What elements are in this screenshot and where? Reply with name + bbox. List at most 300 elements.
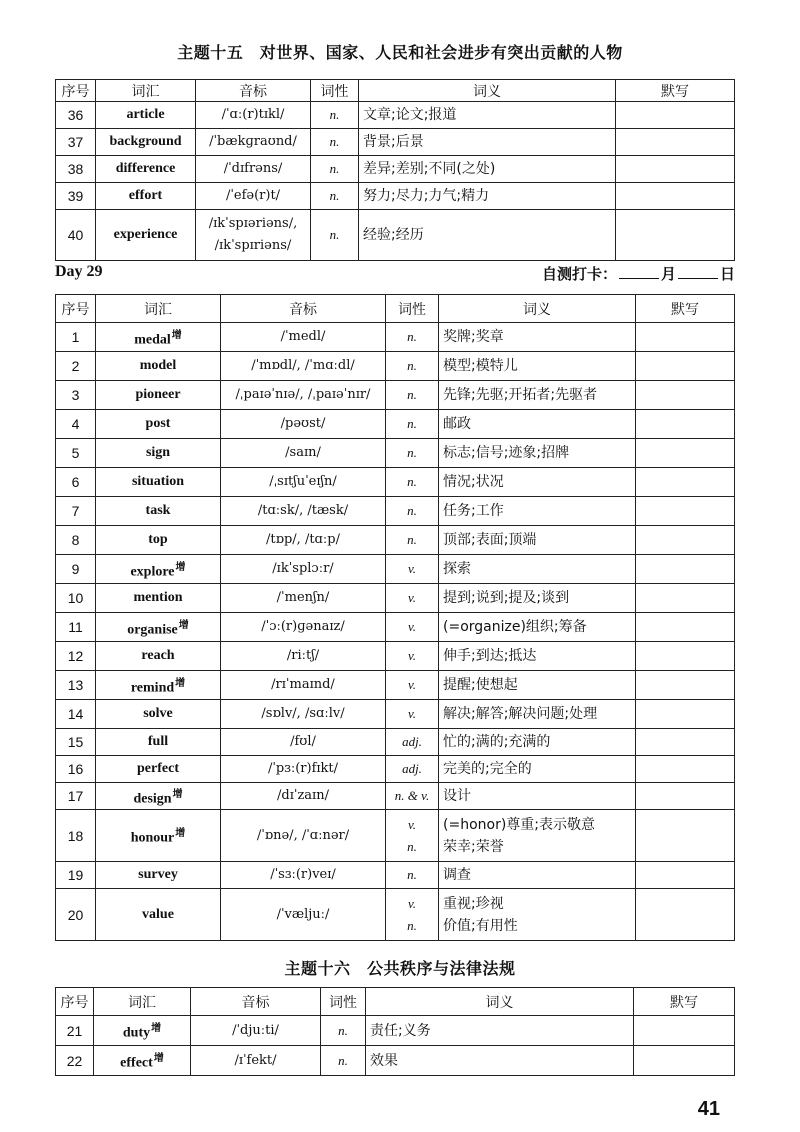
phonetic bbox=[221, 410, 386, 439]
vocab-word bbox=[96, 671, 221, 700]
phonetic-line: /tɑːsk/, /tæsk/ bbox=[257, 503, 349, 518]
part-of-speech bbox=[386, 756, 439, 783]
row-number: 12 bbox=[56, 642, 96, 671]
word-text: honour bbox=[130, 830, 175, 846]
phonetic-line: /ˈmɒdl/, /ˈmɑːdl/ bbox=[251, 358, 355, 373]
phonetic-line: /ˈmedl/ bbox=[280, 329, 326, 344]
vocab-word bbox=[96, 756, 221, 783]
vocab-word bbox=[96, 613, 221, 642]
meaning-line: 伸手;到达;抵达 bbox=[443, 648, 537, 664]
part-of-speech bbox=[311, 129, 359, 156]
word-text: solve bbox=[143, 706, 173, 721]
table-row bbox=[56, 102, 735, 129]
phonetic-line: /pəʊst/ bbox=[280, 416, 326, 431]
table-row bbox=[56, 729, 735, 756]
word-text: post bbox=[145, 416, 171, 431]
phonetic-line: /ˈɒnə/, /ˈɑːnər/ bbox=[256, 827, 350, 843]
part-of-speech bbox=[386, 671, 439, 700]
phonetic-line: /ˈefə(r)t/ bbox=[225, 188, 281, 203]
dictation-blank[interactable] bbox=[636, 323, 735, 352]
row-number: 38 bbox=[56, 156, 96, 183]
part-of-speech bbox=[386, 783, 439, 810]
header-word: 词汇 bbox=[94, 988, 191, 1016]
vocab-word bbox=[96, 410, 221, 439]
table-row bbox=[56, 642, 735, 671]
meaning bbox=[366, 1046, 634, 1076]
header-meaning: 词义 bbox=[359, 80, 616, 102]
phonetic-line: /ɪkˈsplɔːr/ bbox=[272, 561, 334, 576]
vocab-word bbox=[96, 210, 196, 261]
phonetic-line: /sɒlv/, /sɑːlv/ bbox=[261, 706, 345, 721]
meaning bbox=[439, 889, 636, 941]
meaning-line: 努力;尽力;力气;精力 bbox=[363, 188, 490, 204]
table-row bbox=[56, 555, 735, 584]
part-of-speech bbox=[386, 352, 439, 381]
word-text: model bbox=[139, 358, 177, 373]
phonetic bbox=[221, 783, 386, 810]
pos-line: n. bbox=[338, 1022, 348, 1038]
phonetic bbox=[191, 1016, 321, 1046]
phonetic bbox=[221, 889, 386, 941]
pos-line: v. bbox=[407, 677, 417, 692]
part-of-speech bbox=[321, 1046, 366, 1076]
word-text: explore bbox=[130, 564, 175, 580]
vocab-word bbox=[96, 862, 221, 889]
phonetic-line: /fʊl/ bbox=[290, 734, 316, 749]
header-meaning: 词义 bbox=[366, 988, 634, 1016]
word-text: effort bbox=[128, 188, 163, 203]
page-number: 41 bbox=[697, 1098, 720, 1120]
pos-line: n. bbox=[407, 358, 417, 373]
phonetic-line: /ˈdjuːti/ bbox=[232, 1022, 279, 1038]
vocab-word bbox=[96, 381, 221, 410]
vocab-word bbox=[96, 526, 221, 555]
table-row bbox=[56, 352, 735, 381]
meaning bbox=[439, 526, 636, 555]
word-text: reach bbox=[141, 648, 175, 663]
vocab-word bbox=[96, 700, 221, 729]
dictation-blank[interactable] bbox=[636, 381, 735, 410]
dictation-blank[interactable] bbox=[636, 642, 735, 671]
dictation-blank[interactable] bbox=[636, 889, 735, 941]
phonetic-line: /ɪkˈspɪəriəns/, bbox=[208, 216, 298, 231]
phonetic-line: /saɪn/ bbox=[285, 445, 321, 460]
meaning bbox=[439, 642, 636, 671]
topic16-table bbox=[55, 987, 735, 1076]
word-text: difference bbox=[115, 161, 176, 176]
pos-line: n. bbox=[329, 134, 340, 149]
part-of-speech bbox=[311, 210, 359, 261]
header-row bbox=[56, 80, 735, 102]
phonetic-line: /ˈɔː(r)ɡənaɪz/ bbox=[261, 619, 345, 634]
pos-line: n. bbox=[407, 416, 417, 431]
row-number: 15 bbox=[56, 729, 96, 756]
word-text: effect bbox=[120, 1055, 153, 1071]
phonetic bbox=[221, 584, 386, 613]
pos-line: adj. bbox=[402, 761, 422, 776]
phonetic-line: /ˈvæljuː/ bbox=[276, 906, 330, 922]
word-text: perfect bbox=[137, 761, 179, 776]
phonetic-line: /tɒp/, /tɑːp/ bbox=[266, 532, 340, 547]
phonetic-line: /ˌpaɪəˈnɪə/, /ˌpaɪəˈnɪr/ bbox=[235, 387, 371, 402]
added-word-mark: 增 bbox=[151, 1023, 162, 1035]
meaning bbox=[439, 323, 636, 352]
row-number: 2 bbox=[56, 352, 96, 381]
phonetic bbox=[221, 439, 386, 468]
vocab-word bbox=[96, 642, 221, 671]
added-word-mark: 增 bbox=[178, 619, 189, 631]
meaning bbox=[439, 584, 636, 613]
header-word: 词汇 bbox=[96, 295, 221, 323]
day-line bbox=[55, 263, 735, 287]
pos-line: n. bbox=[329, 107, 340, 122]
month-blank[interactable] bbox=[619, 264, 659, 279]
dictation-blank[interactable] bbox=[636, 555, 735, 584]
dictation-blank[interactable] bbox=[636, 410, 735, 439]
phonetic-line: /rɪˈmaɪnd/ bbox=[271, 677, 335, 692]
header-row bbox=[56, 988, 735, 1016]
table-row bbox=[56, 439, 735, 468]
meaning-line: 调查 bbox=[443, 867, 471, 883]
phonetic bbox=[221, 497, 386, 526]
meaning-line: 重视;珍视 bbox=[443, 895, 504, 912]
word-text: design bbox=[133, 791, 172, 807]
header-pos: 词性 bbox=[386, 295, 439, 323]
word-text: article bbox=[126, 107, 165, 122]
phonetic bbox=[221, 323, 386, 352]
meaning-line: 顶部;表面;顶端 bbox=[443, 532, 537, 548]
vocab-word bbox=[96, 729, 221, 756]
pos-line: n. bbox=[407, 329, 417, 344]
row-number: 21 bbox=[56, 1016, 94, 1046]
meaning-line: 先锋;先驱;开拓者;先驱者 bbox=[443, 387, 598, 403]
header-dictation: 默写 bbox=[636, 295, 735, 323]
part-of-speech bbox=[386, 613, 439, 642]
row-number: 37 bbox=[56, 129, 96, 156]
phonetic-line: /riːtʃ/ bbox=[286, 648, 320, 663]
row-number: 22 bbox=[56, 1046, 94, 1076]
phonetic bbox=[191, 1046, 321, 1076]
pos-line: n. bbox=[329, 227, 340, 242]
table-row bbox=[56, 671, 735, 700]
meaning-line: 奖牌;奖章 bbox=[443, 329, 504, 345]
row-number: 11 bbox=[56, 613, 96, 642]
meaning-line: 价值;有用性 bbox=[443, 917, 518, 934]
phonetic-line: /ˈsɜː(r)veɪ/ bbox=[270, 867, 336, 882]
row-number: 18 bbox=[56, 810, 96, 862]
dictation-blank[interactable] bbox=[636, 862, 735, 889]
phonetic bbox=[221, 526, 386, 555]
dictation-blank[interactable] bbox=[616, 129, 735, 156]
meaning bbox=[359, 210, 616, 261]
vocab-word bbox=[96, 129, 196, 156]
part-of-speech bbox=[311, 183, 359, 210]
dictation-blank[interactable] bbox=[616, 210, 735, 261]
pos-line: n. bbox=[329, 161, 340, 176]
phonetic bbox=[221, 642, 386, 671]
pos-line: v. bbox=[407, 816, 417, 832]
dictation-blank[interactable] bbox=[636, 584, 735, 613]
pos-line: adj. bbox=[402, 734, 422, 749]
header-row bbox=[56, 295, 735, 323]
phonetic bbox=[221, 381, 386, 410]
part-of-speech bbox=[386, 729, 439, 756]
pos-line: n. bbox=[407, 474, 417, 489]
meaning-line: 模型;模特儿 bbox=[443, 358, 518, 374]
topic16-title: 主题十六 公共秩序与法律法规 bbox=[284, 959, 516, 978]
vocab-word bbox=[96, 497, 221, 526]
meaning bbox=[439, 783, 636, 810]
vocab-word bbox=[96, 352, 221, 381]
row-number: 14 bbox=[56, 700, 96, 729]
meaning bbox=[439, 756, 636, 783]
vocab-word bbox=[96, 783, 221, 810]
part-of-speech bbox=[311, 102, 359, 129]
dictation-blank[interactable] bbox=[636, 613, 735, 642]
phonetic bbox=[221, 555, 386, 584]
dictation-blank[interactable] bbox=[636, 729, 735, 756]
table-row bbox=[56, 410, 735, 439]
word-text: organise bbox=[127, 622, 178, 638]
row-number: 19 bbox=[56, 862, 96, 889]
vocab-word bbox=[94, 1016, 191, 1046]
dictation-blank[interactable] bbox=[634, 1016, 735, 1046]
pos-line: n. & v. bbox=[394, 788, 430, 803]
word-text: mention bbox=[133, 590, 183, 605]
dictation-blank[interactable] bbox=[616, 102, 735, 129]
table-row bbox=[56, 156, 735, 183]
phonetic bbox=[196, 129, 311, 156]
word-text: task bbox=[145, 503, 171, 518]
vocab-word bbox=[96, 102, 196, 129]
meaning-line: 情况;状况 bbox=[443, 474, 504, 490]
pos-line: v. bbox=[407, 706, 417, 721]
vocab-word bbox=[96, 584, 221, 613]
dictation-blank[interactable] bbox=[636, 700, 735, 729]
meaning-line: 提到;说到;提及;谈到 bbox=[443, 590, 570, 606]
part-of-speech bbox=[386, 555, 439, 584]
meaning-line: 完美的;完全的 bbox=[443, 761, 532, 777]
dictation-blank[interactable] bbox=[636, 468, 735, 497]
pos-line: n. bbox=[407, 838, 417, 854]
dictation-blank[interactable] bbox=[636, 671, 735, 700]
table-row bbox=[56, 810, 735, 862]
dictation-blank[interactable] bbox=[636, 352, 735, 381]
word-text: remind bbox=[130, 680, 175, 696]
dictation-blank[interactable] bbox=[636, 439, 735, 468]
meaning bbox=[439, 468, 636, 497]
pos-line: n. bbox=[407, 867, 417, 882]
meaning bbox=[359, 102, 616, 129]
vocab-word bbox=[96, 156, 196, 183]
pos-line: v. bbox=[407, 619, 417, 634]
row-number: 40 bbox=[56, 210, 96, 261]
meaning-line: 效果 bbox=[370, 1052, 398, 1069]
meaning bbox=[439, 700, 636, 729]
pos-line: v. bbox=[407, 561, 417, 576]
part-of-speech bbox=[386, 439, 439, 468]
row-number: 16 bbox=[56, 756, 96, 783]
row-number: 9 bbox=[56, 555, 96, 584]
part-of-speech bbox=[386, 323, 439, 352]
meaning bbox=[439, 671, 636, 700]
phonetic bbox=[221, 671, 386, 700]
table-row bbox=[56, 756, 735, 783]
table-row bbox=[56, 1046, 735, 1076]
vocab-word bbox=[96, 439, 221, 468]
phonetic-line: /ˈdɪfrəns/ bbox=[223, 161, 283, 176]
row-number: 6 bbox=[56, 468, 96, 497]
word-text: value bbox=[142, 906, 174, 922]
part-of-speech bbox=[386, 642, 439, 671]
row-number: 3 bbox=[56, 381, 96, 410]
table-row bbox=[56, 862, 735, 889]
phonetic bbox=[221, 810, 386, 862]
added-word-mark: 增 bbox=[175, 677, 186, 689]
meaning-line: 荣幸;荣誉 bbox=[443, 838, 504, 855]
header-dictation: 默写 bbox=[616, 80, 735, 102]
phonetic bbox=[221, 700, 386, 729]
table-row bbox=[56, 323, 735, 352]
word-text: background bbox=[109, 134, 182, 149]
vocab-word bbox=[96, 810, 221, 862]
added-word-mark: 增 bbox=[153, 1053, 164, 1065]
phonetic-line: /ˈbækɡraʊnd/ bbox=[209, 134, 297, 149]
meaning-line: (=honor)尊重;表示敬意 bbox=[443, 816, 596, 833]
vocab-word bbox=[96, 555, 221, 584]
header-pos: 词性 bbox=[311, 80, 359, 102]
table-row bbox=[56, 613, 735, 642]
day-blank[interactable] bbox=[678, 264, 718, 279]
meaning-line: 责任;义务 bbox=[370, 1022, 431, 1039]
phonetic bbox=[221, 613, 386, 642]
meaning bbox=[439, 352, 636, 381]
pos-line: n. bbox=[407, 503, 417, 518]
pos-line: n. bbox=[407, 445, 417, 460]
meaning bbox=[439, 862, 636, 889]
word-text: top bbox=[148, 532, 168, 547]
word-text: duty bbox=[122, 1025, 151, 1041]
part-of-speech bbox=[386, 381, 439, 410]
dictation-blank[interactable] bbox=[636, 756, 735, 783]
meaning-line: 经验;经历 bbox=[363, 227, 424, 243]
pos-line: n. bbox=[329, 188, 340, 203]
table-row bbox=[56, 497, 735, 526]
phonetic-line: /ˈpɜː(r)fɪkt/ bbox=[267, 761, 339, 776]
dictation-blank[interactable] bbox=[636, 783, 735, 810]
phonetic-line: /ɪkˈspɪriəns/ bbox=[214, 238, 292, 253]
row-number: 5 bbox=[56, 439, 96, 468]
dictation-blank[interactable] bbox=[616, 183, 735, 210]
meaning-line: 提醒;使想起 bbox=[443, 677, 518, 693]
header-no: 序号 bbox=[56, 988, 94, 1016]
meaning bbox=[439, 410, 636, 439]
meaning bbox=[439, 497, 636, 526]
table-row bbox=[56, 584, 735, 613]
table-row bbox=[56, 526, 735, 555]
header-phonetic: 音标 bbox=[221, 295, 386, 323]
pos-line: n. bbox=[407, 917, 417, 933]
part-of-speech bbox=[386, 468, 439, 497]
dictation-blank[interactable] bbox=[616, 156, 735, 183]
part-of-speech bbox=[386, 584, 439, 613]
vocab-word bbox=[96, 889, 221, 941]
vocab-word bbox=[96, 323, 221, 352]
phonetic bbox=[221, 468, 386, 497]
word-text: medal bbox=[134, 332, 171, 348]
day-label: Day 29 bbox=[55, 263, 103, 280]
vocab-word bbox=[96, 468, 221, 497]
meaning bbox=[359, 156, 616, 183]
self-check-in bbox=[542, 263, 735, 284]
phonetic bbox=[196, 102, 311, 129]
word-text: full bbox=[147, 734, 169, 749]
meaning-line: 背景;后景 bbox=[363, 134, 424, 150]
meaning bbox=[439, 810, 636, 862]
header-pos: 词性 bbox=[321, 988, 366, 1016]
header-phonetic: 音标 bbox=[196, 80, 311, 102]
word-text: experience bbox=[113, 227, 178, 242]
word-text: pioneer bbox=[135, 387, 181, 402]
pos-line: n. bbox=[407, 532, 417, 547]
table-row bbox=[56, 381, 735, 410]
phonetic-line: /ˌsɪtʃuˈeɪʃn/ bbox=[269, 474, 337, 489]
phonetic-line: /ˈɑː(r)tɪkl/ bbox=[221, 107, 285, 122]
phonetic bbox=[221, 756, 386, 783]
phonetic bbox=[221, 729, 386, 756]
added-word-mark: 增 bbox=[175, 828, 186, 840]
meaning bbox=[359, 183, 616, 210]
phonetic bbox=[221, 352, 386, 381]
header-word: 词汇 bbox=[96, 80, 196, 102]
meaning bbox=[366, 1016, 634, 1046]
topic15-table bbox=[55, 79, 735, 261]
dictation-blank[interactable] bbox=[636, 497, 735, 526]
meaning-line: 设计 bbox=[443, 788, 471, 804]
dictation-blank[interactable] bbox=[636, 810, 735, 862]
table-row bbox=[56, 468, 735, 497]
part-of-speech bbox=[386, 810, 439, 862]
added-word-mark: 增 bbox=[175, 561, 186, 573]
day29-table bbox=[55, 294, 735, 941]
row-number: 39 bbox=[56, 183, 96, 210]
row-number: 36 bbox=[56, 102, 96, 129]
table-row bbox=[56, 1016, 735, 1046]
row-number: 17 bbox=[56, 783, 96, 810]
day-label-text: 日 bbox=[719, 265, 735, 283]
part-of-speech bbox=[386, 889, 439, 941]
phonetic-line: /dɪˈzaɪn/ bbox=[277, 788, 329, 803]
dictation-blank[interactable] bbox=[634, 1046, 735, 1076]
row-number: 10 bbox=[56, 584, 96, 613]
table-row bbox=[56, 700, 735, 729]
phonetic-line: /ɪˈfekt/ bbox=[234, 1052, 277, 1068]
part-of-speech bbox=[386, 700, 439, 729]
dictation-blank[interactable] bbox=[636, 526, 735, 555]
part-of-speech bbox=[386, 410, 439, 439]
meaning bbox=[439, 613, 636, 642]
meaning-line: 文章;论文;报道 bbox=[363, 107, 457, 123]
meaning bbox=[359, 129, 616, 156]
check-in-label: 自测打卡： bbox=[541, 265, 617, 283]
pos-line: v. bbox=[407, 648, 417, 663]
meaning-line: 探索 bbox=[443, 561, 471, 577]
row-number: 13 bbox=[56, 671, 96, 700]
row-number: 1 bbox=[56, 323, 96, 352]
word-text: sign bbox=[145, 445, 171, 460]
part-of-speech bbox=[386, 862, 439, 889]
header-no: 序号 bbox=[56, 295, 96, 323]
